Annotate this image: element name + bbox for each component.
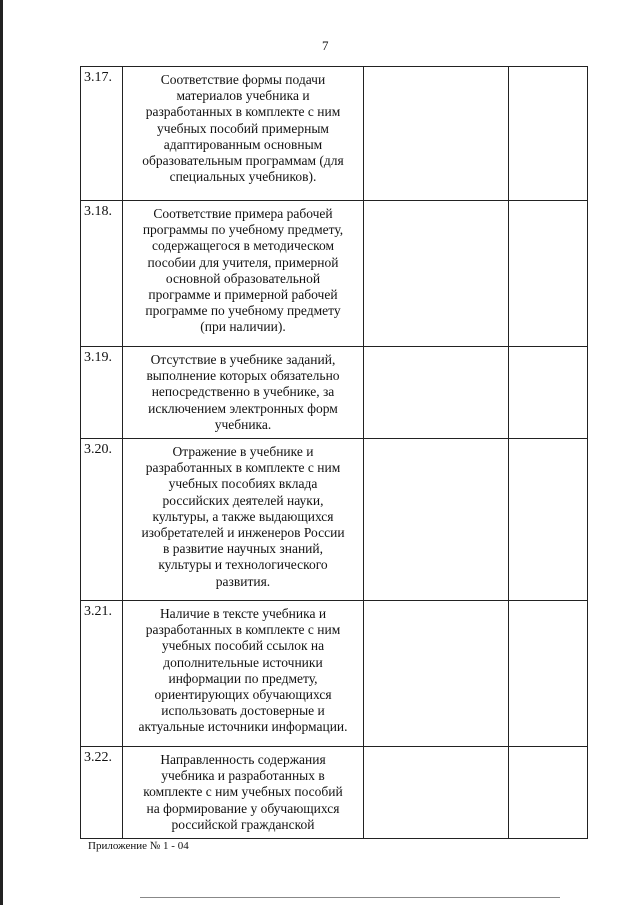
- page-number: 7: [322, 38, 329, 53]
- criterion-text: Соответствие формы подачи материалов учебника и разработанных в комплекте с ним учебных пособий примерным адаптированным основным образовательным программам (для специальных учебников).: [123, 67, 364, 201]
- row-number: 3.20.: [81, 439, 123, 601]
- table-row: [81, 347, 588, 439]
- criterion-text: Наличие в тексте учебника и разработанных в комплекте с ним учебных пособий ссылок на дополнительные источники информации по предмету, ориентирующих обучающихся использовать достоверные и актуальные источники информации.: [123, 601, 364, 747]
- table-row: [81, 201, 588, 347]
- scan-left-edge: [0, 0, 3, 905]
- empty-cell: [509, 201, 588, 347]
- row-number: 3.19.: [81, 347, 123, 439]
- row-number: 3.21.: [81, 601, 123, 747]
- empty-cell: [364, 601, 509, 747]
- empty-cell: [364, 347, 509, 439]
- footer-appendix-label: Приложение № 1 - 04: [88, 840, 189, 852]
- row-number: 3.22.: [81, 747, 123, 839]
- table-row: [81, 601, 588, 747]
- empty-cell: [509, 439, 588, 601]
- criterion-text: Отражение в учебнике и разработанных в комплекте с ним учебных пособиях вклада российских деятелей науки, культуры, а также выдающихся изобретателей и инженеров России в развитие научных знаний, культуры и технологического развития.: [123, 439, 364, 601]
- criteria-table: [80, 66, 588, 839]
- row-number: 3.18.: [81, 201, 123, 347]
- empty-cell: [509, 601, 588, 747]
- table-row: [81, 439, 588, 601]
- table-row: [81, 747, 588, 839]
- criterion-text: Направленность содержания учебника и разработанных в комплекте с ним учебных пособий на формирование у обучающихся российской гражданской: [123, 747, 364, 839]
- empty-cell: [364, 201, 509, 347]
- row-number: 3.17.: [81, 67, 123, 201]
- empty-cell: [364, 439, 509, 601]
- empty-cell: [364, 67, 509, 201]
- criterion-text: Отсутствие в учебнике заданий, выполнение которых обязательно непосредственно в учебнике, за исключением электронных форм учебника.: [123, 347, 364, 439]
- empty-cell: [509, 347, 588, 439]
- scan-bottom-line: [140, 897, 560, 898]
- criterion-text: Соответствие примера рабочей программы по учебному предмету, содержащегося в методическом пособии для учителя, примерной основной образовательной программе и примерной рабочей программе по учебному предмету (при наличии).: [123, 201, 364, 347]
- table-row: [81, 67, 588, 201]
- empty-cell: [509, 67, 588, 201]
- empty-cell: [509, 747, 588, 839]
- empty-cell: [364, 747, 509, 839]
